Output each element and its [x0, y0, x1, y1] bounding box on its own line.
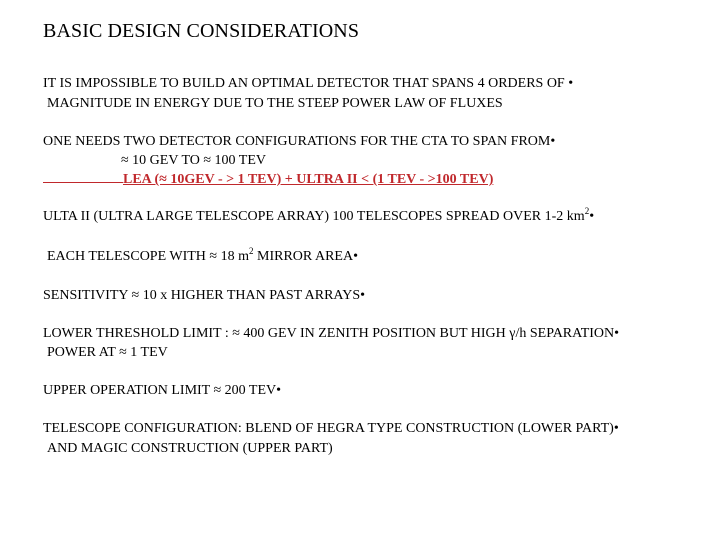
point-2-line-2: ≈ 10 GEV TO ≈ 100 TEV	[121, 153, 267, 168]
point-6-line-1: LOWER THRESHOLD LIMIT : ≈ 400 GEV IN ZENITH POSITION BUT HIGH γ/h SEPARATION•	[43, 326, 620, 341]
point-7: UPPER OPERATION LIMIT ≈ 200 TEV•	[43, 383, 282, 398]
red-rule	[43, 181, 123, 183]
point-4	[47, 248, 358, 265]
point-2-line-3	[43, 171, 493, 188]
slide-title: BASIC DESIGN CONSIDERATIONS	[43, 20, 360, 42]
point-2-line-1: ONE NEEDS TWO DETECTOR CONFIGURATIONS FOR THE CTA TO SPAN FROM•	[43, 134, 556, 149]
point-8-line-1: TELESCOPE CONFIGURATION: BLEND OF HEGRA TYPE CONSTRUCTION (LOWER PART)•	[43, 421, 619, 436]
point-3-text: ULTA II (ULTRA LARGE TELESCOPE ARRAY) 100 TELESCOPES SPREAD OVER 1-2 km	[43, 209, 585, 224]
point-6-line-2: POWER AT ≈ 1 TEV	[47, 345, 168, 360]
point-3-superscript: 2	[584, 206, 590, 216]
point-4-tail: MIRROR AREA•	[253, 249, 358, 264]
energy-range-highlight: LEA (≈ 10GEV - > 1 TEV) + ULTRA II < (1 TEV - >100 TEV)	[123, 172, 494, 187]
point-4-superscript: 2	[249, 246, 254, 256]
point-3	[43, 208, 594, 225]
point-4-text: EACH TELESCOPE WITH ≈ 18 m	[47, 249, 249, 264]
point-3-bullet: •	[589, 209, 595, 224]
point-1-line-1: IT IS IMPOSSIBLE TO BUILD AN OPTIMAL DETECTOR THAT SPANS 4 ORDERS OF •	[43, 76, 574, 91]
point-1-line-2: MAGNITUDE IN ENERGY DUE TO THE STEEP POWER LAW OF FLUXES	[47, 96, 503, 111]
point-8-line-2: AND MAGIC CONSTRUCTION (UPPER PART)	[47, 441, 333, 456]
point-5: SENSITIVITY ≈ 10 x HIGHER THAN PAST ARRAYS•	[43, 288, 366, 303]
